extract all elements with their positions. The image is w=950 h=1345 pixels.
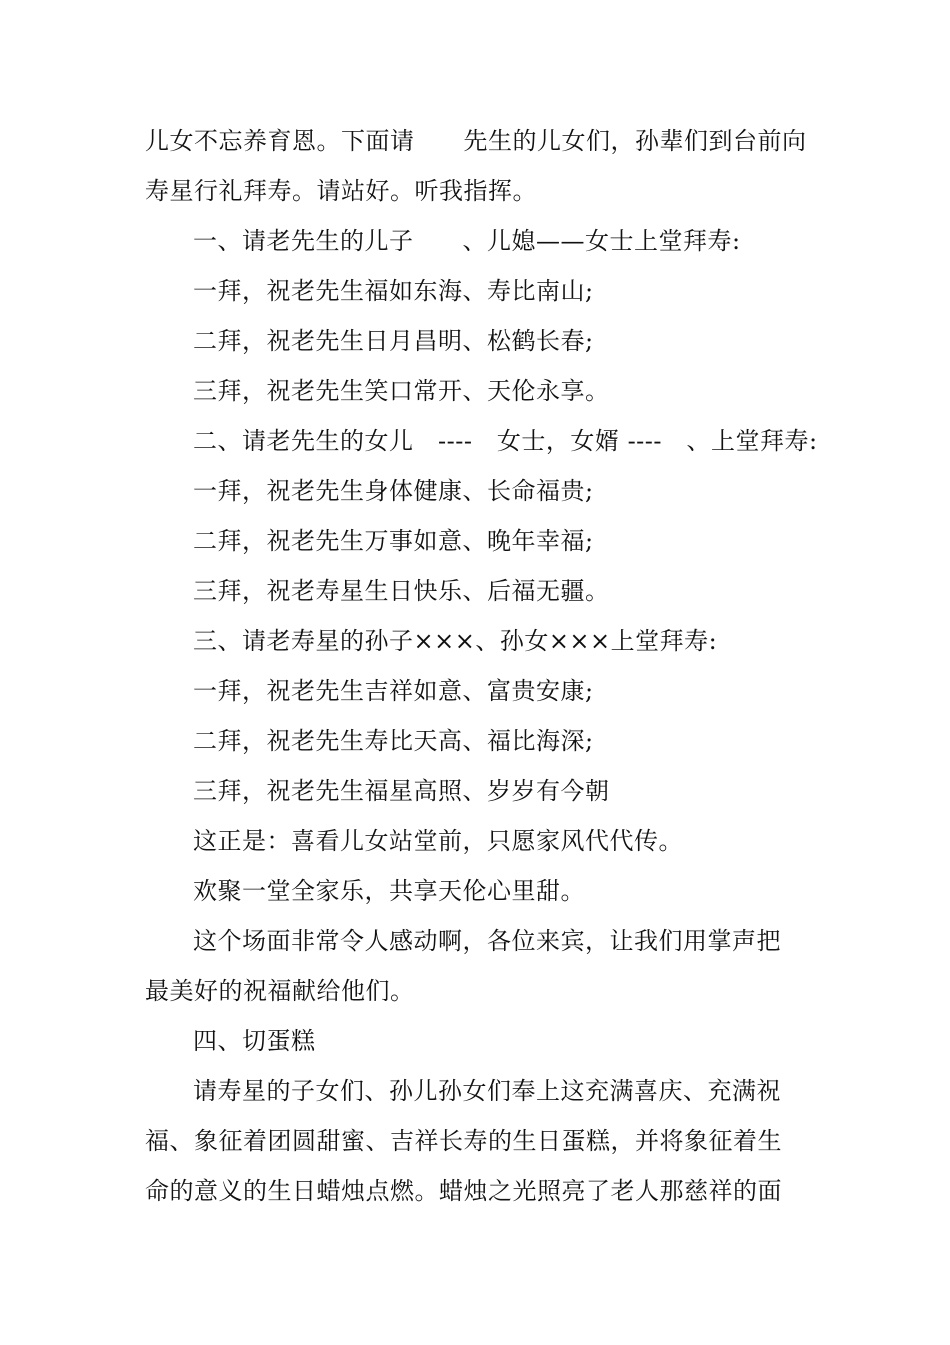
paragraph-line: 欢聚一堂全家乐，共享天伦心里甜。 — [193, 877, 585, 905]
paragraph-line: 三拜，祝老先生笑口常开、天伦永享。 — [193, 377, 610, 405]
paragraph-line: 一拜，祝老先生福如东海、寿比南山; — [193, 277, 594, 305]
paragraph-line: 三、请老寿星的孙子×××、孙女×××上堂拜寿: — [193, 627, 718, 655]
paragraph-line: 三拜，祝老先生福星高照、岁岁有今朝 — [193, 777, 610, 805]
paragraph-line: 寿星行礼拜寿。请站好。听我指挥。 — [145, 177, 537, 205]
paragraph-line: 二、请老先生的女儿 ---- 女士，女婿 ---- 、上堂拜寿: — [193, 427, 818, 455]
paragraph-line: 请寿星的子女们、孙儿孙女们奉上这充满喜庆、充满祝 — [193, 1077, 781, 1105]
paragraph-line: 福、象征着团圆甜蜜、吉祥长寿的生日蛋糕，并将象征着生 — [145, 1127, 782, 1155]
paragraph-line: 二拜，祝老先生万事如意、晚年幸福; — [193, 527, 594, 555]
paragraph-line: 二拜，祝老先生寿比天高、福比海深; — [193, 727, 594, 755]
paragraph-line: 儿女不忘养育恩。下面请 先生的儿女们，孙辈们到台前向 — [145, 127, 807, 155]
paragraph-line: 二拜，祝老先生日月昌明、松鹤长春; — [193, 327, 594, 355]
paragraph-line: 一拜，祝老先生吉祥如意、富贵安康; — [193, 677, 594, 705]
paragraph-line: 这正是：喜看儿女站堂前，只愿家风代代传。 — [193, 827, 683, 855]
document-body — [145, 116, 825, 1216]
paragraph-line: 一、请老先生的儿子 、儿媳——女士上堂拜寿: — [193, 227, 741, 255]
paragraph-line: 最美好的祝福献给他们。 — [145, 977, 415, 1005]
paragraph-line: 一拜，祝老先生身体健康、长命福贵; — [193, 477, 594, 505]
section-heading: 四、切蛋糕 — [193, 1027, 316, 1055]
paragraph-line: 命的意义的生日蜡烛点燃。蜡烛之光照亮了老人那慈祥的面 — [145, 1177, 782, 1205]
paragraph-line: 这个场面非常令人感动啊，各位来宾，让我们用掌声把 — [193, 927, 781, 955]
paragraph-line: 三拜，祝老寿星生日快乐、后福无疆。 — [193, 577, 610, 605]
